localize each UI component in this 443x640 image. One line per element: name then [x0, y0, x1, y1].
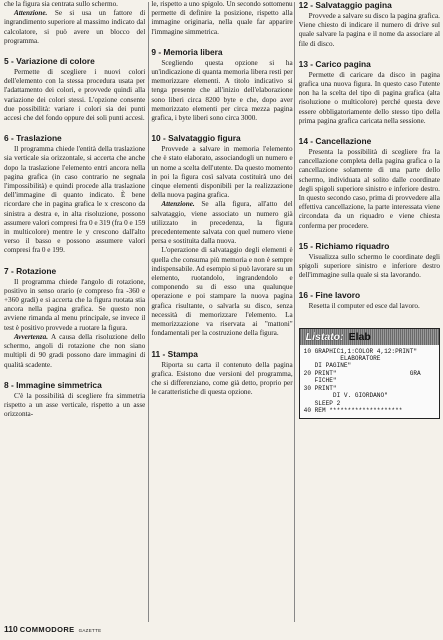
paragraph-text: L'operazione di salvataggio degli elementi è quella che consuma più memoria e non è sempre indispensabile. Ad esempio si può lavorare su un elemento, ruotandolo, ingrandendolo e componendo su di esso una qualunque operazione e poi stampare la nuova pagina grafica risultante, o salvarla su disco, senza necessità di memorizzare l'elemento. La memorizzazione va riservata ai "mattoni" fondamentali per la costruzione della figura. — [151, 246, 293, 338]
paragraph — [151, 0, 292, 37]
listing-name: Elab — [348, 330, 371, 343]
column-divider — [294, 2, 295, 622]
paragraph-text: Resetta il computer ed esce dal lavoro. — [308, 302, 420, 311]
paragraph — [151, 145, 292, 200]
paragraph — [299, 302, 440, 311]
paragraph-text: Visualizza sullo schermo le coordinate degli spigoli superiore sinistro e inferiore destro dell'immagine sulla quale si sta lavorando. — [298, 252, 440, 280]
section-title: 14 - Cancellazione — [298, 136, 372, 147]
article-page — [4, 0, 440, 625]
paragraph — [4, 278, 145, 333]
page-footer — [4, 624, 101, 634]
page-number: 110 — [4, 624, 18, 634]
code-line: ELABORATORE — [303, 355, 381, 363]
code-line: 30 PRINT" — [303, 384, 337, 392]
section-title: 11 - Stampa — [151, 348, 198, 359]
paragraph — [299, 148, 440, 231]
paragraph-text: Provvede a salvare su disco la pagina grafica. Viene chiesto di indicare il numero di drive sul quale salvare la pagina e il nome da associare al file di disco. — [298, 12, 440, 48]
paragraph — [299, 253, 440, 281]
code-line: SLEEP 2 — [303, 399, 341, 407]
paragraph — [299, 71, 440, 126]
paragraph-text: C'è la possibilità di scegliere fra simmetria rispetto a un asse verticale, rispetto a un asse orizzonta- — [4, 391, 146, 419]
section-title: 13 - Carico pagina — [298, 58, 371, 69]
code-line: FICHE" — [303, 377, 337, 385]
section-title: 8 - Immagine simmetrica — [4, 379, 102, 390]
paragraph-text: Riporta su carta il contenuto della pagina grafica. Esistono due versioni del programma, che si differenziano, come già detto, proprio per le caratteristiche di questa opzione. — [151, 360, 293, 397]
paragraph — [151, 246, 292, 338]
paragraph-text: Il programma chiede l'angolo di rotazione, positivo in senso orario (e compreso fra -360 e +360 gradi) e si accerta che la figura ruotata stia ancora nella pagina grafica. Se questo non avviene rimanda al menu principale, se invece il test è positivo provvede a ruotare la figura. — [4, 277, 146, 332]
code-line: 40 REM ******************** — [303, 406, 403, 414]
section-title: 7 - Rotazione — [4, 265, 57, 276]
magazine-brand: COMMODORE — [19, 625, 75, 634]
section-title: 15 - Richiamo riquadro — [298, 240, 390, 251]
code-line: DI V. GIORDANO" — [303, 392, 388, 400]
paragraph — [4, 9, 145, 46]
paragraph-text: Scegliendo questa opzione si ha un'indicazione di quanta memoria libera resti per memorizzare elementi. A titolo indicativo si tenga presente che all'inizio dell'elaborazione sono liberi circa 8200 byte e che, dopo aver memorizzato elementi per circa mezza pagina grafica, i byte liberi sono circa 3000. — [151, 58, 293, 123]
section-title: 6 - Traslazione — [4, 133, 62, 144]
paragraph-text: che la figura sia centrata sullo schermo. — [4, 0, 118, 8]
section-title: 5 - Variazione di colore — [4, 56, 95, 67]
section-title: 12 - Salvataggio pagina — [298, 0, 392, 10]
section-title: 9 - Memoria libera — [151, 46, 223, 57]
column-3-text — [299, 0, 440, 312]
magazine-brand-sub: GAZETTE — [78, 628, 102, 633]
section-title: 10 - Salvataggio figura — [151, 133, 241, 144]
paragraph-text: A causa della risoluzione dello schermo, angoli di rotazione che non siano multipli di 90 gradi possono dare immagini di qualità scadente. — [4, 332, 146, 369]
column-3 — [299, 0, 440, 625]
column-divider — [148, 2, 149, 622]
code-line: DI PAGINE" — [303, 362, 352, 370]
paragraph — [151, 59, 292, 123]
paragraph-lead: Attenzione. — [161, 200, 195, 209]
paragraph — [4, 68, 145, 123]
column-2 — [151, 0, 292, 625]
paragraph — [151, 361, 292, 398]
listing-label: Listato: — [305, 330, 344, 343]
paragraph-text: Permette di caricare da disco in pagina grafica una nuova figura. In questo caso l'utente non ha la scelta del tipo di pagina grafica (alta risoluzione o multicolore) perché questa deve essere obbligatoriamente dello stesso tipo della prima pagina grafica caricata nella sessione. — [298, 70, 440, 125]
listing-header — [300, 329, 439, 345]
paragraph-text: Se si usa un fattore di ingrandimento superiore al massimo indicato dal calcolatore, si può avere un blocco del programma. — [4, 9, 146, 45]
listing-code — [300, 345, 439, 419]
paragraph-text: Permette di scegliere i nuovi colori dell'elemento con la stessa procedura usata per l'adattamento dei colori, e provvede quindi alla variazione dei colori stessi. L'opzione consente due possibilità: variare i colori sia dei punti accesi che del fondo oppure dei soli punti accesi. — [4, 68, 146, 123]
code-line: 10 GRAPHIC1,1:COLOR 4,12:PRINT" — [303, 347, 418, 355]
paragraph — [299, 12, 440, 49]
paragraph — [151, 200, 292, 246]
paragraph-text: Provvede a salvare in memoria l'elemento che è stato elaborato, associandogli un numero e un nome a scelta dell'utente. Da questo momento in poi la figura così salvata costituirà uno dei cinque elementi disponibili per la realizzazione della nuova pagina grafica. — [151, 145, 293, 200]
paragraph-text: Il programma chiede l'entità della traslazione sia verticale sia orizzontale, si accerta che anche dopo la traslazione l'elemento entri ancora nella pagina grafica (in caso contrario ne segnala l'impossibilità) e quindi procede alla traslazione dell'immagine di quanto indicato. È bene ricordare che in pagina grafica le x crescono da sinistra a destra e, in alta risoluzione, possono assumere valori compresi fra 0 e 319 (fra 0 e 159 in multicolore) mentre le y crescono dall'alto verso il basso e possono assumere valori compresi fra 0 e 199. — [4, 145, 146, 255]
paragraph-text: Se alla figura, all'atto del salvataggio, viene associato un numero già utilizzato in precedenza, la figura precedentemente salvata con quel numero viene persa e sostituita dalla nuova. — [151, 200, 293, 246]
section-title: 16 - Fine lavoro — [298, 290, 361, 301]
listing-box — [299, 328, 440, 420]
paragraph-text: le, rispetto a uno spigolo. Un secondo sottomenu permette di definire la posizione, rispetto alla immagine originaria, nella quale far apparire l'immagine simmetrica. — [151, 0, 293, 36]
paragraph-text: Presenta la possibilità di scegliere fra la cancellazione completa della pagina grafica o la cancellazione solamente di una parte dello schermo, individuata al solito dalle coordinate degli spigoli superiore sinistro e inferiore destro. In questo secondo caso, prima di provvedere alla effettiva cancellazione, la parte interessata viene circondata da un riquadro e viene chiesta conferma per procedere. — [298, 148, 440, 230]
code-line: 20 PRINT" GRA — [303, 369, 421, 377]
paragraph — [4, 333, 145, 370]
column-1 — [4, 0, 145, 625]
paragraph — [4, 145, 145, 255]
paragraph-lead: Avvertenza. — [14, 332, 48, 341]
paragraph — [4, 392, 145, 420]
paragraph-lead: Attenzione. — [14, 9, 48, 18]
paragraph — [4, 0, 145, 9]
